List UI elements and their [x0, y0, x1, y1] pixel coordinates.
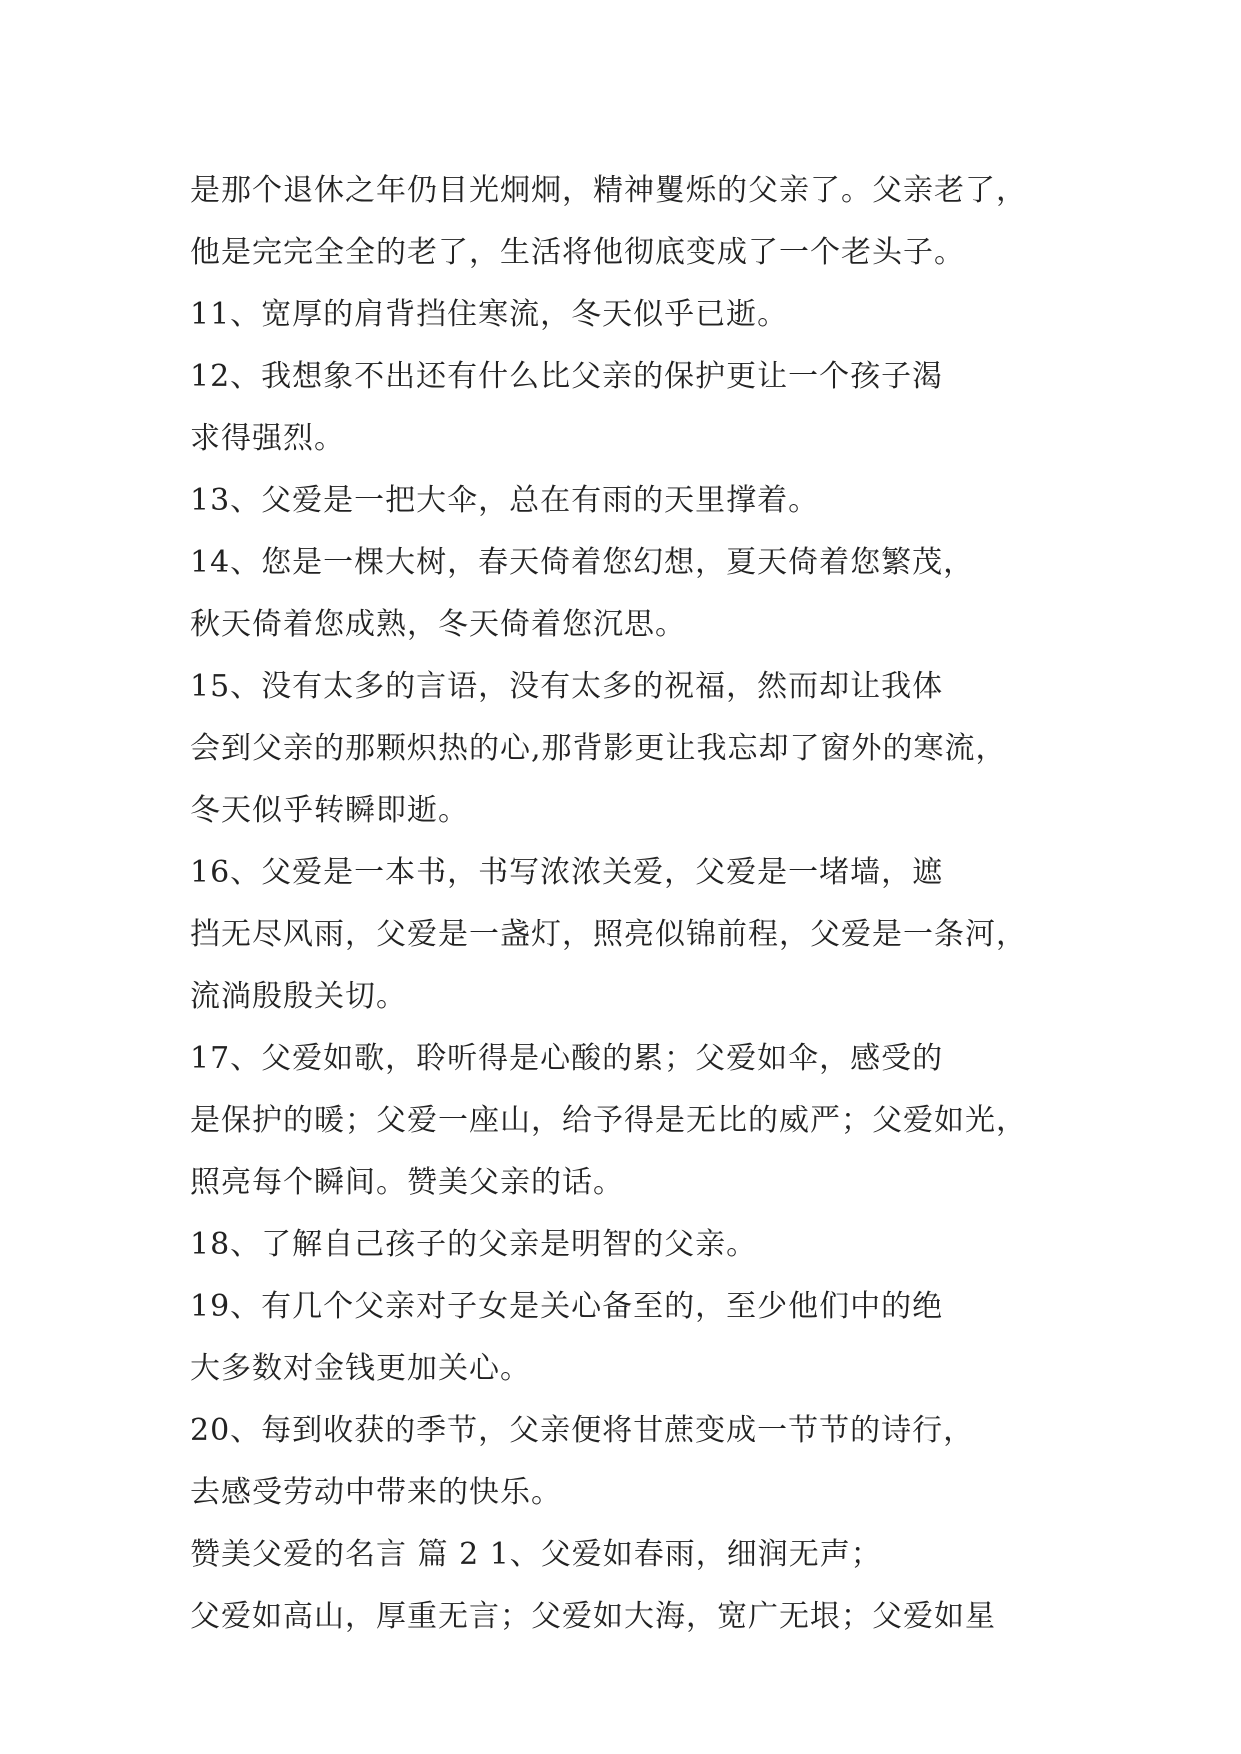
quote-13: 13、父爱是一把大伞，总在有雨的天里撑着。	[190, 483, 820, 518]
quote-20: 20、每到收获的季节，父亲便将甘蔗变成一节节的诗行，	[190, 1413, 975, 1448]
text-line: 是保护的暖；父爱一座山，给予得是无比的威严；父爱如光，	[190, 1103, 1027, 1138]
quote-11: 11、宽厚的肩背挡住寒流，冬天似乎已逝。	[190, 297, 789, 332]
text-line: 流淌殷殷关切。	[190, 979, 407, 1014]
quote-15: 15、没有太多的言语，没有太多的祝福，然而却让我体	[190, 669, 944, 704]
text-line: 父爱如高山，厚重无言；父爱如大海，宽广无垠；父爱如星	[190, 1599, 996, 1634]
text-line: 他是完完全全的老了，生活将他彻底变成了一个老头子。	[190, 235, 965, 270]
quote-19: 19、有几个父亲对子女是关心备至的，至少他们中的绝	[190, 1289, 944, 1324]
text-line: 求得强烈。	[190, 421, 345, 456]
document-body	[190, 160, 1050, 1648]
text-line: 会到父亲的那颗炽热的心,那背影更让我忘却了窗外的寒流，	[190, 731, 1007, 766]
text-line: 去感受劳动中带来的快乐。	[190, 1475, 562, 1510]
text-line: 秋天倚着您成熟，冬天倚着您沉思。	[190, 607, 686, 642]
text-line: 照亮每个瞬间。赞美父亲的话。	[190, 1165, 624, 1200]
section-heading-line: 赞美父爱的名言 篇 2 1、父爱如春雨，细润无声；	[190, 1537, 882, 1572]
quote-16: 16、父爱是一本书，书写浓浓关爱，父爱是一堵墙，遮	[190, 855, 944, 890]
quote-18: 18、了解自己孩子的父亲是明智的父亲。	[190, 1227, 758, 1262]
text-line: 挡无尽风雨，父爱是一盏灯，照亮似锦前程，父爱是一条河，	[190, 917, 1027, 952]
text-line: 大多数对金钱更加关心。	[190, 1351, 531, 1386]
quote-12: 12、我想象不出还有什么比父亲的保护更让一个孩子渴	[190, 359, 944, 394]
quote-17: 17、父爱如歌，聆听得是心酸的累；父爱如伞，感受的	[190, 1041, 944, 1076]
text-line: 冬天似乎转瞬即逝。	[190, 793, 469, 828]
quote-14: 14、您是一棵大树，春天倚着您幻想，夏天倚着您繁茂，	[190, 545, 975, 580]
text-line: 是那个退休之年仍目光炯炯，精神矍烁的父亲了。父亲老了，	[190, 173, 1027, 208]
